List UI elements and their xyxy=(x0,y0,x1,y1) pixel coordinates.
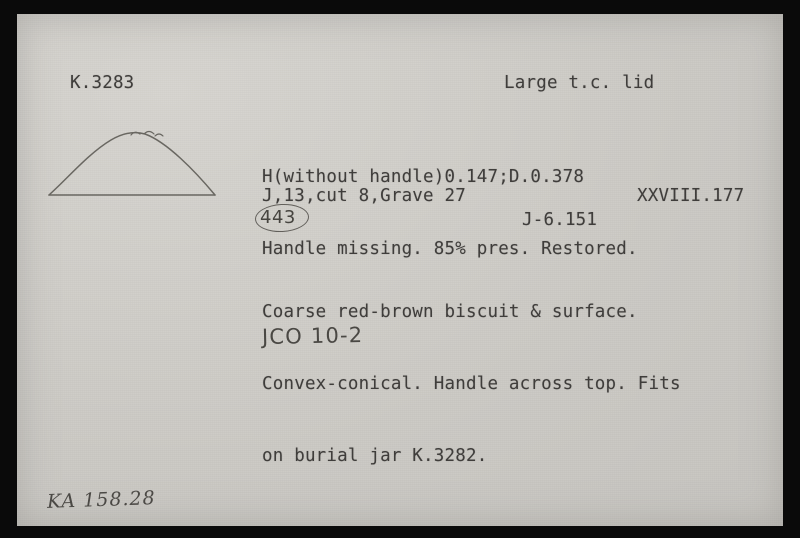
description-line-1: Coarse red-brown biscuit & surface. xyxy=(262,302,638,322)
excavation-reference: XXVIII.177 xyxy=(637,186,745,206)
find-number: J-6.151 xyxy=(522,210,598,230)
accession-number: 443 xyxy=(260,207,296,228)
description-line-2: Convex-conical. Handle across top. Fits xyxy=(262,374,681,394)
provenance-line: J,13,cut 8,Grave 27 xyxy=(262,186,466,206)
dimensions-line-1: H(without handle)0.147;D.0.378 xyxy=(262,167,585,187)
index-card xyxy=(17,14,783,526)
description-block xyxy=(262,252,681,516)
pottery-lid-profile-sketch xyxy=(27,109,232,209)
footer-reference-note: KA 158.28 xyxy=(46,487,157,513)
dimensions-line-2: Handle missing. 85% pres. Restored. xyxy=(262,239,638,259)
catalog-number: K.3283 xyxy=(70,73,135,93)
recorder-initials-note: JCO 10-2 xyxy=(261,322,364,350)
object-title: Large t.c. lid xyxy=(504,73,655,93)
description-line-3: on burial jar K.3282. xyxy=(262,446,488,466)
